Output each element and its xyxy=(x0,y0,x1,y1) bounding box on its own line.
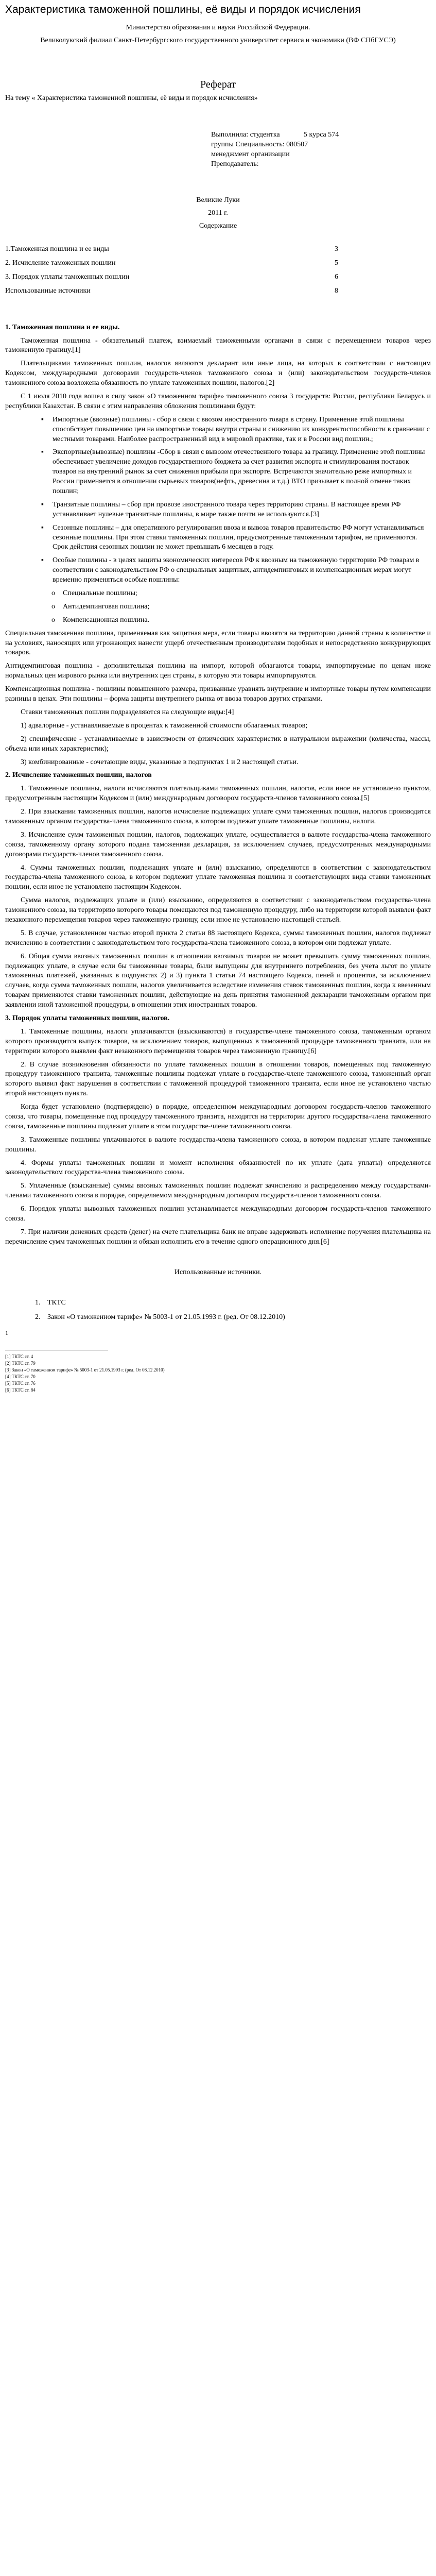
sources-list xyxy=(5,1298,431,1323)
paragraph: 1. Таможенные пошлины, налоги уплачиваются (взыскиваются) в государстве-члене таможенного союза, таможенным органом которого производится выпуск товаров, за исключением товаров, выпущенных в таможенной процедуре таможенного транзита, или на территории которого выявлен факт незаконного перемещения товаров через таможенную границу.[6] xyxy=(5,1027,431,1055)
bullet-icon: ▪ xyxy=(41,556,44,565)
paragraph: 3. Исчисление сумм таможенных пошлин, налогов, подлежащих уплате, осуществляется в валюте государства-члена таможенного союза, таможенному органу которого подана таможенная декларация, за исключением случаев, предусмотренных международными договорами государств-членов таможенного союза. xyxy=(5,831,431,858)
circle-bullet-icon: o xyxy=(51,589,55,598)
toc-item-page: 5 xyxy=(335,259,338,267)
list-item-text: Компенсационная пошлина. xyxy=(63,616,150,624)
bullet-icon: ▪ xyxy=(41,415,44,423)
paragraph: 3. Таможенные пошлины уплачиваются в валюте государства-члена таможенного союза, в котором подлежат уплате таможенные пошлины. xyxy=(5,1136,431,1154)
paragraph: Ставки таможенных пошлин подразделяются на следующие виды:[4] xyxy=(21,708,234,716)
list-item-text: Транзитные пошлины – сбор при провозе иностранного товара через территорию страны. В настоящее время РФ устанавливает нулевые транзитные пошлины, в мире также почти не используются.[3] xyxy=(53,500,401,518)
source-text: Закон «О таможенном тарифе» № 5003-1 от 21.05.1993 г. (ред. От 08.12.2010) xyxy=(47,1313,285,1321)
toc-item-text: 3. Порядок уплаты таможенных пошлин xyxy=(5,273,130,281)
paragraph: Плательщиками таможенных пошлин, налогов являются декларант или иные лица, на которых в соответствии с настоящим Кодексом, международными договорами государств-членов таможенного союза и (или) законодательством государств-членов таможенного союза возложена обязанность по уплате таможенных пошлин, налогов.[2] xyxy=(5,360,431,387)
teacher-line: Преподаватель: xyxy=(211,160,259,168)
referat-topic: На тему « Характеристика таможенной пошлины, её виды и порядок исчисления» xyxy=(5,94,258,102)
list-item-text: Экспортные(вывозные) пошлины -Сбор в связи с вывозом отечественного товара за границу. Применение этой пошлины обеспечивает увеличение доходов государственного бюджета за счет развития экспорта и стимулирования поставок товаров на внутренний рынок за счет снижения прибыли при экспорте. Встречаются значительно реже импортных и России применяется в отношении сырьевых товаров(нефть, древесина и т.д.) ВТО призывает к полной отмене таких пошлин; xyxy=(53,448,425,496)
section-3 xyxy=(5,1014,431,1247)
student-course: 5 курса 574 xyxy=(304,130,339,139)
ministry-line: Министерство образования и науки Российской Федерации. xyxy=(126,24,310,32)
year-line: 2011 г. xyxy=(208,209,228,217)
paragraph: 2. В случае возникновения обязанности по уплате таможенных пошлин в отношении товаров, помещенных под таможенную процедуру таможенного транзита, таможенные пошлины подлежат уплате в государстве-члене таможенного союза, таможенный орган которого выявил факт нарушения в соответствии с таможенной процедурой таможенного транзита, если иное не установлено частью второй настоящего пункта. xyxy=(5,1060,431,1098)
list-item-text: Особые пошлины - в целях защиты экономических интересов РФ к ввозным на таможенную территорию РФ товарам в соответствии с законодательством РФ о специальных защитных, антидемпинговых и компенсационных мерах могут временно применяться особые пошлины: xyxy=(53,556,420,584)
sub-list-item xyxy=(5,616,431,625)
list-item xyxy=(5,556,431,585)
bullet-icon: ▪ xyxy=(41,500,44,509)
paragraph: Антидемпинговая пошлина - дополнительная пошлина на импорт, которой облагаются товары, импортируемые по ценам ниже нормальных цен мирового рынка или внутренних цен страны, в которую эти товары импортируются. xyxy=(5,662,431,680)
circle-bullet-icon: o xyxy=(51,602,55,611)
footnote[interactable]: [4] ТКТС ст. 70 xyxy=(5,1374,36,1379)
paragraph: 3) комбинированные - сочетающие виды, указанные в подпунктах 1 и 2 настоящей статьи. xyxy=(21,758,299,766)
paragraph: Компенсационная пошлина - пошлины повышенного размера, призванные уравнять внутренние и импортные товары путем компенсации разницы в ценах. Эти пошлины – форма защиты внутреннего рынка от ввоза товаров других странами. xyxy=(5,685,431,703)
footnote[interactable]: [5] ТКТС ст. 76 xyxy=(5,1380,36,1386)
paragraph: 4. Суммы таможенных пошлин, подлежащих уплате и (или) взысканию, определяются в соответствии с законодательством государства-члена таможенного союза, в котором подлежит уплате таможенная пошлина и соответствующих вида ставки таможенных пошлин, если иное не установлено настоящим Кодексом. xyxy=(5,863,431,891)
paragraph: 7. При наличии денежных средств (денег) на счете плательщика банк не вправе задерживать исполнение поручения плательщика на перечисление сумм таможенных пошлин и обязан исполнить его в течение одного операционного дня.[6] xyxy=(5,1228,431,1246)
footnote[interactable]: [1] ТКТС ст. 4 xyxy=(5,1353,33,1359)
paragraph: 5. Уплаченные (взысканные) суммы ввозных таможенных пошлин подлежат зачислению и распределению между государствами-членами таможенного союза в порядке, определяемом международным договором государств-членов таможенного союза. xyxy=(5,1182,431,1200)
paragraph: 2. При взыскании таможенных пошлин, налогов исчисление подлежащих уплате сумм таможенных пошлин, налогов производится таможенным органом государства-члена таможенного союза, в котором подлежат уплате таможенные пошлины, налоги. xyxy=(5,808,431,825)
list-item-text: Сезонные пошлины – для оперативного регулирования ввоза и вывоза товаров правительство РФ могут устанавливаться сезонные пошлины. При этом ставки таможенных пошлин, предусмотренные таможенным тарифом, не применяются. Срок действия сезонных пошлин не может превышать 6 месяцев в году. xyxy=(53,523,424,551)
group-line: группы Специальность: 080507 xyxy=(211,140,308,148)
source-item xyxy=(35,1313,431,1323)
list-item xyxy=(5,523,431,553)
list-item-text: Антидемпинговая пошлина; xyxy=(63,602,150,611)
toc-item[interactable] xyxy=(5,259,431,268)
circle-bullet-icon: o xyxy=(51,616,55,624)
footnote[interactable]: [2] ТКТС ст. 79 xyxy=(5,1360,36,1366)
referat-label: Реферат xyxy=(200,78,236,90)
place-line: Великие Луки xyxy=(196,196,240,205)
paragraph: 1) адвалорные - устанавливаемые в процентах к таможенной стоимости облагаемых товаров; xyxy=(21,721,308,730)
paragraph: 1. Таможенные пошлины, налоги исчисляются плательщиками таможенных пошлин, налогов, если иное не установлено пунктом, предусмотренным настоящим Кодексом и (или) международным договором государств-членов таможенного союза.[5] xyxy=(5,785,431,803)
toc-item-page: 3 xyxy=(335,245,338,253)
footnote[interactable]: [6] ТКТС ст. 84 xyxy=(5,1387,36,1393)
section-heading: 1. Таможенная пошлина и ее виды. xyxy=(5,323,120,331)
list-item xyxy=(5,500,431,520)
toc-heading: Содержание xyxy=(199,222,237,230)
toc-item-text: 2. Исчисление таможенных пошлин xyxy=(5,259,116,267)
paragraph: С 1 июля 2010 года вошел в силу закон «О таможенном тарифе» таможенного союза 3 государств: России, республики Беларусь и республики Казахстан. В связи с этим направления обложения пошлинами будут: xyxy=(5,393,431,410)
branch-line: Великолукский филиал Санкт-Петербургского государственного университет сервиса и экономики (ВФ СПбГУСЭ) xyxy=(40,37,396,45)
section-1 xyxy=(5,323,431,768)
student-label: Выполнила: студентка xyxy=(211,130,280,139)
sub-list-item xyxy=(5,589,431,599)
footnote[interactable]: [3] Закон «О таможенном тарифе» № 5003-1 от 21.05.1993 г. (ред. От 08.12.2010) xyxy=(5,1367,165,1372)
section-2 xyxy=(5,771,431,1010)
list-item xyxy=(5,448,431,496)
bullet-icon: ▪ xyxy=(41,523,44,532)
toc-item-page: 6 xyxy=(335,273,338,281)
paragraph: 2) специфические - устанавливаемые в зависимости от физических характеристик в натуральном выражении (количества, массы, объема или иных характеристик); xyxy=(5,735,431,753)
toc-item-page: 8 xyxy=(335,286,338,295)
paragraph: Специальная таможенная пошлина, применяемая как защитная мера, если товары ввозятся на территорию данной страны в количестве и на условиях, наносящих или угрожающих нанести ущерб отечественным производителям подобных и непосредственно конкурирующих товаров. xyxy=(5,629,431,657)
sub-list-item xyxy=(5,602,431,612)
section-heading: 2. Исчисление таможенных пошлин, налогов xyxy=(5,771,152,779)
section-heading: 3. Порядок уплаты таможенных пошлин, налогов. xyxy=(5,1014,170,1022)
footnotes xyxy=(5,1353,431,1394)
page-title: Характеристика таможенной пошлины, её виды и порядок исчисления xyxy=(5,4,361,15)
list-item xyxy=(5,415,431,445)
page-number: 1 xyxy=(5,1329,8,1337)
list-item-text: Специальные пошлины; xyxy=(63,589,137,598)
toc-item-text: Использованные источники xyxy=(5,286,91,295)
paragraph: Когда будет установлено (подтверждено) в порядке, определенном международным договором государств-членов таможенного союза, что товары, помещенные под процедуру таможенного транзита, находятся на территории другого государства-члена таможенного союза, таможенные пошлины подлежат уплате в этом государстве-члене таможенного союза. xyxy=(5,1103,431,1130)
source-number: 2. xyxy=(35,1313,41,1321)
major-line: менеджмент организации xyxy=(211,150,290,158)
toc-item[interactable] xyxy=(5,286,431,296)
source-item xyxy=(35,1298,431,1308)
paragraph: 5. В случае, установленном частью второй пункта 2 статьи 88 настоящего Кодекса, суммы таможенных пошлин, налогов подлежат исчислению в соответствии с законодательством того государства-члена таможенного союза, в котором они подлежат уплате. xyxy=(5,929,431,947)
paragraph: Таможенная пошлина - обязательный платеж, взимаемый таможенными органами в связи с перемещением товаров через таможенную границу.[1] xyxy=(5,336,431,354)
list-item-text: Импортные (ввозные) пошлины - сбор в связи с ввозом иностранного товара в страну. Применение этой пошлины способствует повышению цен на импортные товары внутри страны и снижению их конкурентоспособности в сравнении с местными товарами. Наиболее распространенный вид в мировой практике, так и в России вид пошлин.; xyxy=(53,415,430,443)
toc-item[interactable] xyxy=(5,245,431,255)
bullet-icon: ▪ xyxy=(41,448,44,456)
source-text: ТКТС xyxy=(47,1298,66,1307)
paragraph: 6. Порядок уплаты вывозных таможенных пошлин устанавливается международным договором государств-членов таможенного союза. xyxy=(5,1205,431,1223)
paragraph: Сумма налогов, подлежащих уплате и (или) взысканию, определяются в соответствии с законодательством государства-члена таможенного союза, на территорию которого товары помещаются под таможенную процедуру, либо на территории которой выявлен факт незаконного перемещения товаров через таможенную границу, если иное не установлено настоящей статьей. xyxy=(5,896,431,924)
source-number: 1. xyxy=(35,1298,41,1307)
paragraph: 6. Общая сумма ввозных таможенных пошлин в отношении ввозимых товаров не может превышать сумму таможенных пошлин, подлежащих уплате, в случае если бы таможенные товары, были выпущены для внутреннего потребления, без учета льгот по уплате таможенных платежей, указанных в подпунктах 2) и 3) пункта 1 статьи 74 настоящего Кодекса, пеней и процентов, за исключением случаев, когда сумма таможенных пошлин, налогов увеличивается вследствие изменения ставок таможенных пошлин, когда к ввезенным товарам применяются ставки таможенных пошлин, действующие на день принятия таможенной декларации таможенным органом при заявлении иной таможенной процедуры, в отношении этих иностранных товаров. xyxy=(5,952,431,1009)
paragraph: 4. Формы уплаты таможенных пошлин и момент исполнения обязанностей по их уплате (дата уплаты) определяются законодательством государства-члена таможенного союза. xyxy=(5,1159,431,1177)
sources-heading: Использованные источники. xyxy=(174,1268,262,1276)
toc-item-text: 1.Таможенная пошлина и ее виды xyxy=(5,245,109,253)
table-of-contents xyxy=(5,245,431,296)
toc-item[interactable] xyxy=(5,273,431,282)
author-info xyxy=(211,130,431,170)
